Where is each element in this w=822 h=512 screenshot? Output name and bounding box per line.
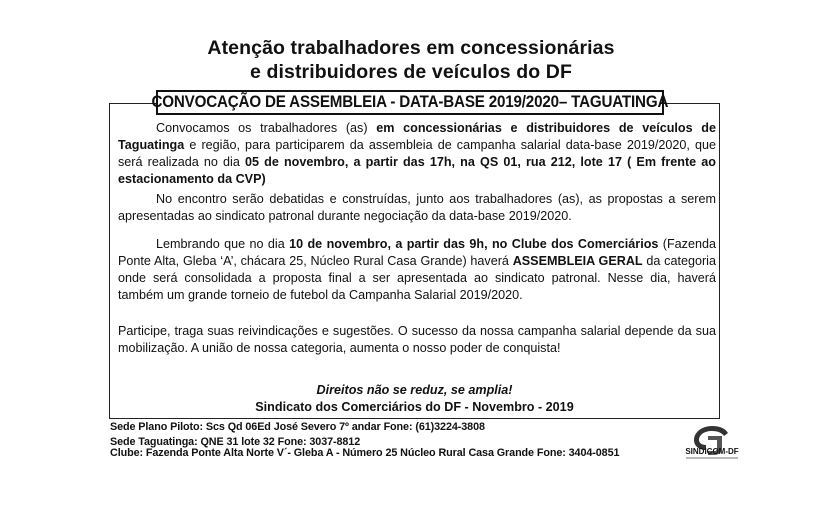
paragraph-participate bbox=[118, 323, 716, 357]
p1-text-c: e região, para participarem da assembleia de campanha salarial data-base 2019/2020, que será realizada no dia bbox=[118, 138, 716, 169]
p3-text-a: Lembrando que no dia bbox=[156, 237, 290, 251]
convocation-banner bbox=[151, 90, 669, 115]
footer-address-club: Clube: Fazenda Ponte Alta Norte V´- Gleba A - Número 25 Núcleo Rural Casa Grande Fone: 3404-0851 bbox=[110, 447, 620, 459]
paragraph-convocation bbox=[118, 120, 716, 188]
p4-text: Participe, traga suas reivindicações e sugestões. O sucesso da nossa campanha salarial depende da sua mobilização. A união de nossa categoria, aumenta o nosso poder de conquista! bbox=[118, 324, 716, 355]
p2-text: No encontro serão debatidas e construídas, junto aos trabalhadores (as), as propostas a serem apresentadas ao sindicato patronal durante negociação da data-base 2019/2020. bbox=[118, 192, 716, 223]
footer-address-plano-piloto: Sede Plano Piloto: Scs Qd 06Ed José Severo 7º andar Fone: (61)3224-3808 bbox=[110, 421, 485, 433]
p3-text-c: (Fazenda Ponte Alta, Gleba ‘A’, chácara 25, Núcleo Rural Casa Grande) haverá bbox=[118, 237, 716, 268]
headline-line-2: e distribuidores de veículos do DF bbox=[250, 61, 572, 83]
footer-address-taguatinga: Sede Taguatinga: QNE 31 lote 32 Fone: 3037-8812 bbox=[110, 436, 361, 448]
p3-text-b: 10 de novembro, a partir das 9h, no Clube dos Comerciários bbox=[289, 237, 659, 251]
headline-line-1: Atenção trabalhadores em concessionárias bbox=[207, 37, 615, 59]
paragraph-meeting bbox=[118, 191, 716, 225]
closing-slogan: Direitos não se reduz, se amplia! bbox=[316, 383, 513, 397]
convocation-banner-text: CONVOCAÇÃO DE ASSEMBLEIA - DATA-BASE 2019/2020– TAGUATINGA bbox=[151, 93, 669, 111]
closing-signature: Sindicato dos Comerciários do DF - Novembro - 2019 bbox=[255, 400, 574, 414]
p3-text-e: da categoria onde será consolidada a proposta final a ser apresentada ao sindicato patronal. Nesse dia, haverá também um grande torneio de futebol da Campanha Salarial 2019/2020. bbox=[118, 254, 716, 302]
p1-text-d: 05 de novembro, a partir das 17h, na QS 01, rua 212, lote 17 ( Em frente ao estacionamento da CVP) bbox=[118, 155, 716, 186]
p1-text-b: em concessionárias e distribuidores de veículos de Taguatinga bbox=[118, 121, 716, 152]
sindicom-logo-name: SINDICOM-DF bbox=[685, 447, 739, 456]
sindicom-logo-icon bbox=[682, 422, 742, 468]
paragraph-general-assembly bbox=[118, 236, 716, 304]
p3-text-d: ASSEMBLEIA GERAL bbox=[512, 254, 643, 268]
p1-text-a: Convocamos os trabalhadores (as) bbox=[156, 121, 377, 135]
logo-tagline-line bbox=[676, 457, 748, 460]
